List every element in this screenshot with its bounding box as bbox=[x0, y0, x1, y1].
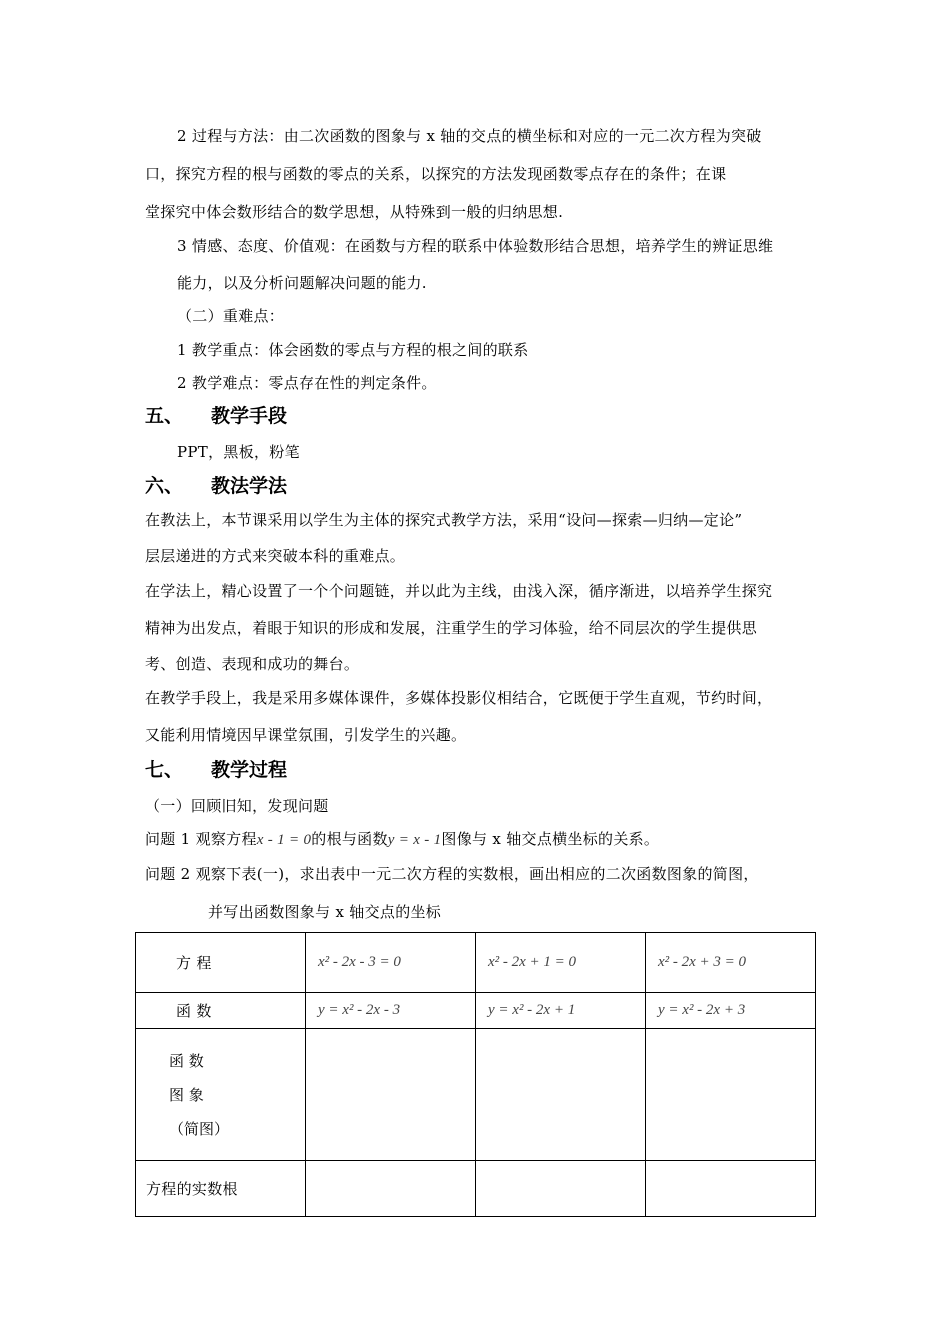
table-cell-function-1: y = x² - 2x - 3 bbox=[306, 993, 476, 1029]
question-2-line-1: 问题 2 观察下表(一)，求出表中一元二次方程的实数根，画出相应的二次函数图象的简图， bbox=[145, 865, 759, 883]
graph-label-line-1: 函 数 bbox=[169, 1051, 204, 1070]
section-5-heading bbox=[145, 404, 287, 428]
table-row-graph bbox=[136, 1029, 816, 1161]
section-6-p3-line-2: 又能利用情境因早课堂氛围，引发学生的兴趣。 bbox=[145, 726, 467, 744]
section-6-p1-line-1: 在教法上，本节课采用以学生为主体的探究式教学方法，采用“设问—探索—归纳—定论” bbox=[145, 511, 743, 529]
question-1-text-a: 问题 1 观察方程 bbox=[145, 830, 257, 848]
table-row-label-function: 函 数 bbox=[136, 993, 306, 1029]
table-cell-equation-3: x² - 2x + 3 = 0 bbox=[646, 933, 816, 993]
section-6-title: 教法学法 bbox=[211, 475, 288, 497]
graph-label-line-2: 图 象 bbox=[169, 1085, 204, 1104]
table-cell-graph-1 bbox=[306, 1029, 476, 1161]
table-cell-equation-1: x² - 2x - 3 = 0 bbox=[306, 933, 476, 993]
question-1 bbox=[145, 829, 659, 850]
key-point-2: 2 教学难点：零点存在性的判定条件。 bbox=[177, 374, 437, 392]
section-6-number: 六、 bbox=[145, 475, 184, 497]
section-6-p2-line-2: 精神为出发点，着眼于知识的形成和发展，注重学生的学习体验，给不同层次的学生提供思 bbox=[145, 619, 758, 637]
table-row-label-roots: 方程的实数根 bbox=[136, 1161, 306, 1217]
section-7-number: 七、 bbox=[145, 759, 184, 781]
table-cell-graph-3 bbox=[646, 1029, 816, 1161]
table-cell-function-2: y = x² - 2x + 1 bbox=[476, 993, 646, 1029]
goal-2-line-3: 堂探究中体会数形结合的数学思想，从特殊到一般的归纳思想. bbox=[145, 203, 564, 221]
table-row-equation bbox=[136, 933, 816, 993]
table-row-label-graph bbox=[136, 1029, 306, 1161]
table-cell-function-3: y = x² - 2x + 3 bbox=[646, 993, 816, 1029]
section-6-p2-line-3: 考、创造、表现和成功的舞台。 bbox=[145, 655, 360, 673]
section-7-title: 教学过程 bbox=[211, 759, 288, 781]
goal-3-line-2: 能力，以及分析问题解决问题的能力. bbox=[177, 274, 427, 292]
section-7-subtitle-1: （一）回顾旧知，发现问题 bbox=[145, 797, 329, 815]
goal-3-line-1: 3 情感、态度、价值观：在函数与方程的联系中体验数形结合思想，培养学生的辨证思维 bbox=[177, 237, 774, 255]
table-row-label-equation: 方 程 bbox=[136, 933, 306, 993]
question-1-text-c: 图像与 x 轴交点横坐标的关系。 bbox=[441, 830, 660, 848]
section-6-p2-line-1: 在学法上，精心设置了一个个问题链，并以此为主线，由浅入深，循序渐进，以培养学生探究 bbox=[145, 582, 773, 600]
goal-2-line-1: 2 过程与方法：由二次函数的图象与 x 轴的交点的横坐标和对应的一元二次方程为突破 bbox=[177, 127, 762, 145]
question-2-line-2: 并写出函数图象与 x 轴交点的坐标 bbox=[208, 903, 442, 921]
table-cell-graph-2 bbox=[476, 1029, 646, 1161]
table-cell-roots-1 bbox=[306, 1161, 476, 1217]
goal-2-line-2: 口，探究方程的根与函数的零点的关系，以探究的方法发现函数零点存在的条件；在课 bbox=[145, 165, 727, 183]
key-point-1: 1 教学重点：体会函数的零点与方程的根之间的联系 bbox=[177, 341, 529, 359]
question-1-equation: x - 1 = 0 bbox=[256, 832, 312, 848]
section-5-title: 教学手段 bbox=[211, 405, 288, 427]
graph-label-line-3: （简图） bbox=[169, 1119, 230, 1138]
section-5-body: PPT，黑板，粉笔 bbox=[177, 443, 300, 461]
equation-function-table bbox=[135, 932, 816, 1217]
table-cell-roots-2 bbox=[476, 1161, 646, 1217]
table-cell-equation-2: x² - 2x + 1 = 0 bbox=[476, 933, 646, 993]
question-1-function: y = x - 1 bbox=[387, 832, 442, 848]
section-6-heading bbox=[145, 474, 287, 498]
question-1-text-b: 的根与函数 bbox=[311, 830, 388, 848]
section-6-p3-line-1: 在教学手段上，我是采用多媒体课件，多媒体投影仪相结合，它既便于学生直观，节约时间， bbox=[145, 689, 773, 707]
key-points-title: （二）重难点： bbox=[177, 307, 285, 325]
section-5-number: 五、 bbox=[145, 405, 184, 427]
table-cell-roots-3 bbox=[646, 1161, 816, 1217]
section-6-p1-line-2: 层层递进的方式来突破本科的重难点。 bbox=[145, 547, 406, 565]
table-row-roots bbox=[136, 1161, 816, 1217]
section-7-heading bbox=[145, 758, 287, 782]
table-row-function bbox=[136, 993, 816, 1029]
